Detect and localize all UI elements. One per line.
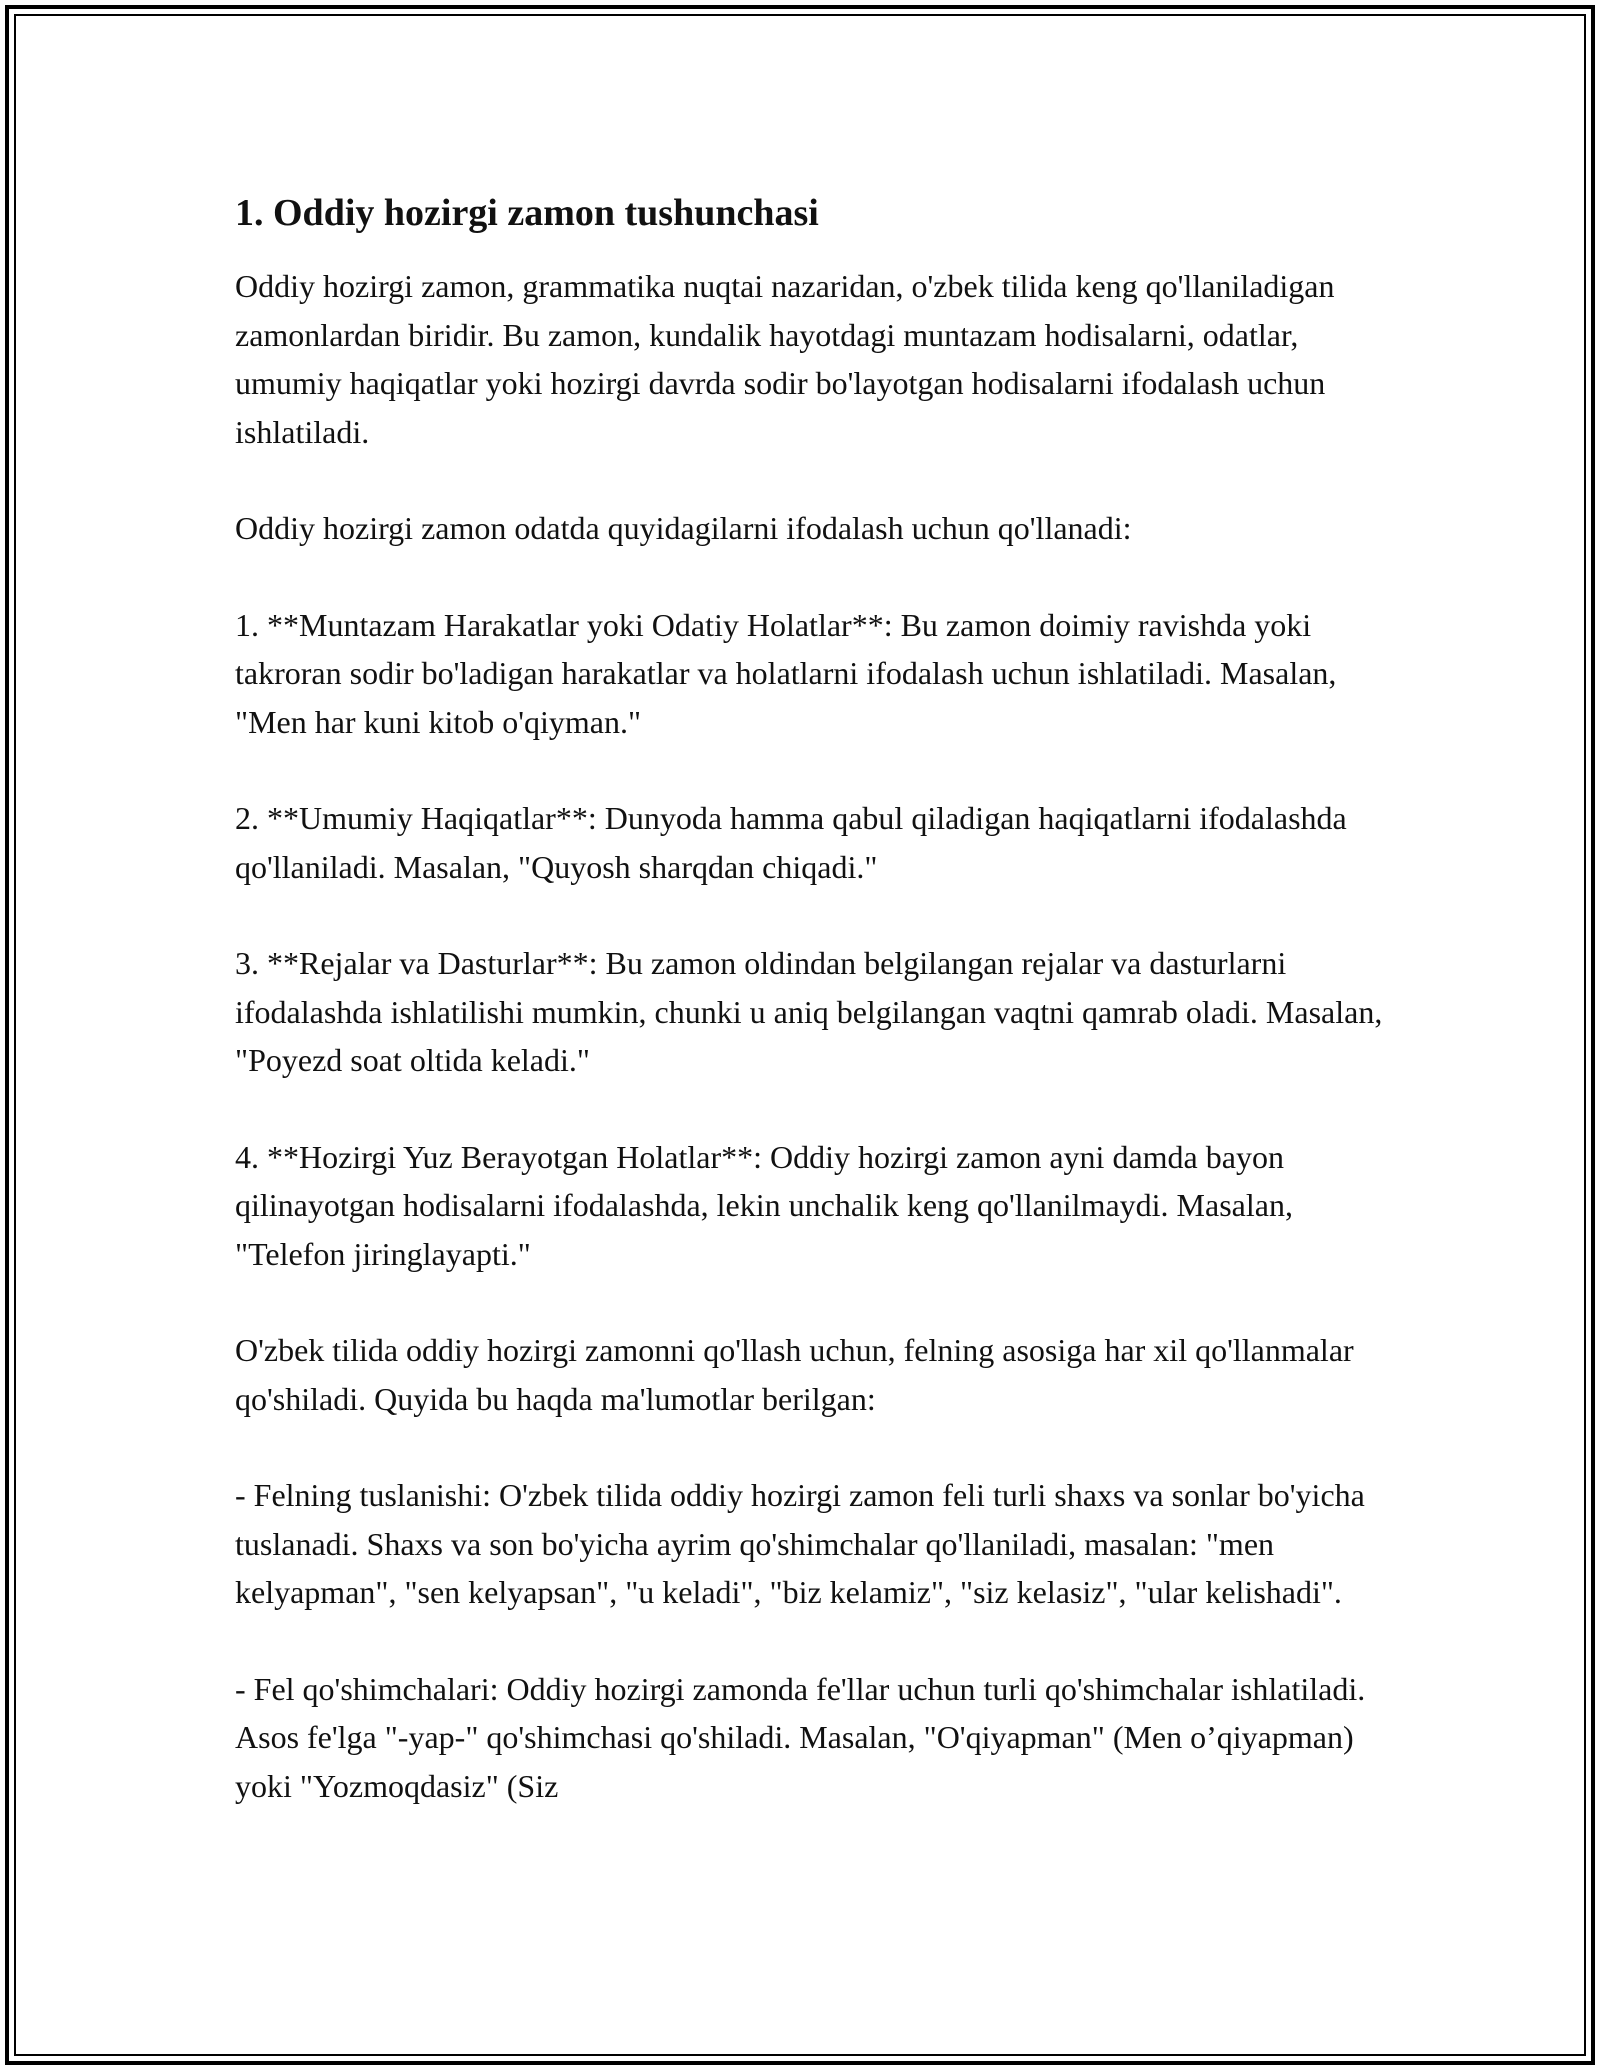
section-heading: 1. Oddiy hozirgi zamon tushunchasi — [235, 192, 819, 234]
paragraph-point-1: 1. **Muntazam Harakatlar yoki Odatiy Holatlar**: Bu zamon doimiy ravishda yoki takroran sodir bo'ladigan harakatlar va holatlarni ifodalash uchun ishlatiladi. Masalan, "Men har kuni kitob o'qiyman." — [235, 606, 1337, 740]
document-body — [235, 186, 1385, 1810]
paragraph-intro: Oddiy hozirgi zamon, grammatika nuqtai nazaridan, o'zbek tilida keng qo'llaniladigan zamonlardan biridir. Bu zamon, kundalik hayotdagi muntazam hodisalarni, odatlar, umumiy haqiqatlar yoki hozirgi davrda sodir bo'layotgan hodisalarni ifodalash uchun ishlatiladi. — [235, 268, 1335, 450]
paragraph-point-3: 3. **Rejalar va Dasturlar**: Bu zamon oldindan belgilangan rejalar va dasturlarni ifodalashda ishlatilishi mumkin, chunki u aniq belgilangan vaqtni qamrab oladi. Masalan, "Poyezd soat oltida keladi." — [235, 945, 1383, 1078]
paragraph-point-4: 4. **Hozirgi Yuz Berayotgan Holatlar**: Oddiy hozirgi zamon ayni damda bayon qilinayotgan hodisalarni ifodalashda, lekin unchalik keng qo'llanilmaydi. Masalan, "Telefon jiringlayapti." — [235, 1138, 1293, 1272]
paragraph-point-2: 2. **Umumiy Haqiqatlar**: Dunyoda hamma qabul qiladigan haqiqatlarni ifodalashda qo'llaniladi. Masalan, "Quyosh sharqdan chiqadi." — [235, 800, 1347, 885]
paragraph-conjugation: - Felning tuslanishi: O'zbek tilida oddiy hozirgi zamon feli turli shaxs va sonlar bo'yicha tuslanadi. Shaxs va son bo'yicha ayrim qo'shimchalar qo'llaniladi, masalan: "men kelyapman", "sen kelyapsan", "u keladi", "biz kelamiz", "siz kelasiz", "ular kelishadi". — [235, 1477, 1365, 1610]
paragraph-verb-suffixes: - Fel qo'shimchalari: Oddiy hozirgi zamonda fe'llar uchun turli qo'shimchalar ishlatiladi. Asos fe'lga "-yap-" qo'shimchasi qo'shiladi. Masalan, "O'qiyapman" (Men o’qiyapman) yoki "Yozmoqdasiz" (Siz — [235, 1670, 1366, 1804]
paragraph-usage-lead: Oddiy hozirgi zamon odatda quyidagilarni ifodalash uchun qo'llanadi: — [235, 510, 1132, 546]
paragraph-suffixes-lead: O'zbek tilida oddiy hozirgi zamonni qo'llash uchun, felning asosiga har xil qo'llanmalar qo'shiladi. Quyida bu haqda ma'lumotlar berilgan: — [235, 1332, 1354, 1417]
